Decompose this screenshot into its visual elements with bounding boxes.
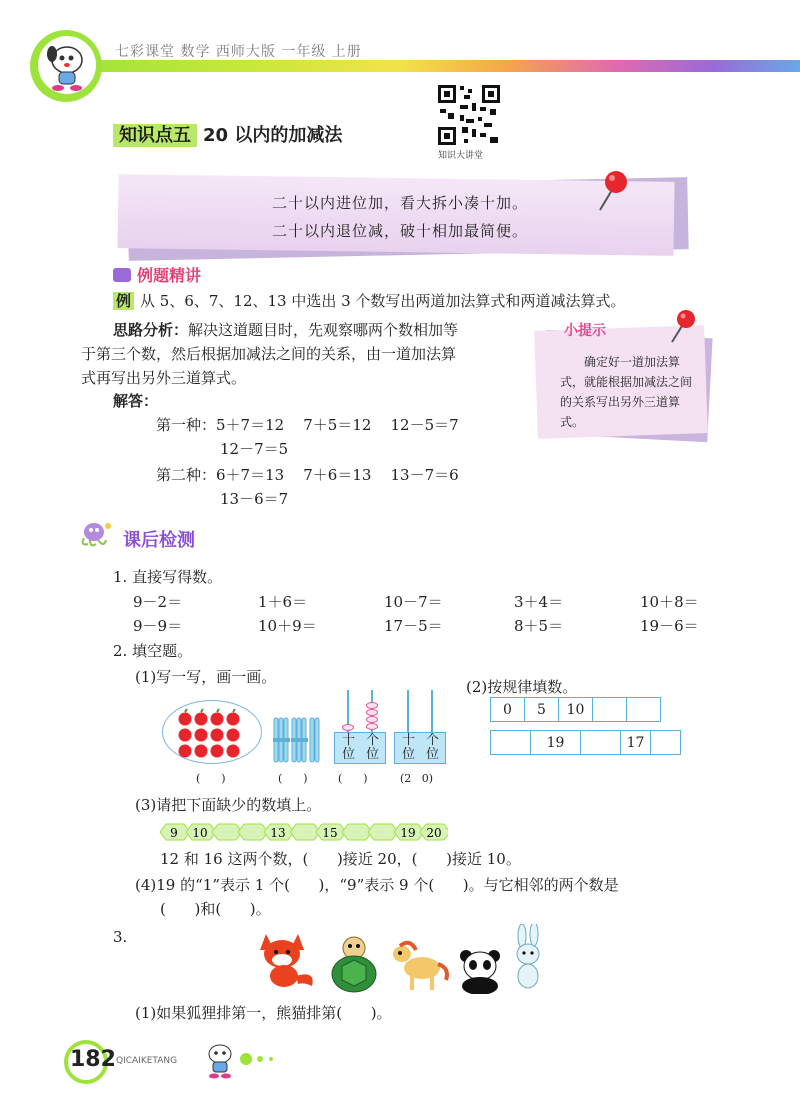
blank-abacus1[interactable]: ( ) [338, 772, 368, 785]
section-name: 20 以内的加减法 [203, 125, 343, 146]
svg-text:9: 9 [170, 826, 178, 840]
q1-row1-col5: 10＋8＝ [640, 593, 699, 611]
book-icon [113, 268, 131, 282]
qr-code-icon[interactable] [436, 83, 502, 147]
panda-icon [456, 946, 504, 998]
pattern1-cell: 0 [491, 698, 525, 722]
way1-row2: 12－7＝5 [220, 440, 289, 458]
abacus-2: 十 位 个 位 [394, 690, 446, 764]
svg-text:15: 15 [322, 826, 338, 840]
pattern2-blank[interactable] [491, 731, 531, 755]
octopus-mascot-icon [78, 520, 114, 550]
analysis-block [113, 318, 458, 342]
pattern1-cell: 10 [559, 698, 593, 722]
blank-apples[interactable]: ( ) [196, 772, 226, 785]
page-number: 182 [70, 1047, 116, 1072]
q1-row1-col3: 10－7＝ [384, 593, 443, 611]
pattern2-cell: 17 [621, 731, 651, 755]
horse-icon [388, 938, 452, 998]
example-heading: 例题精讲 [113, 263, 201, 286]
q2-1-title: (1)写一写，画一画。 [135, 668, 277, 686]
example-badge: 例 [113, 292, 134, 310]
q1-title: 1. 直接写得数。 [113, 568, 223, 586]
q1-row1-col4: 3＋4＝ [514, 593, 564, 611]
analysis-line-3: 式再写出另外三道算式。 [81, 369, 247, 387]
abacus1-ones: 个 [366, 733, 380, 748]
rhyme-line-1: 二十以内进位加，看大拆小凑十加。 [271, 194, 528, 212]
q1-row2-col4: 8＋5＝ [514, 617, 564, 635]
q3-1: (1)如果狐狸排第一，熊猫排第( )。 [135, 1004, 392, 1022]
q1-row2-col3: 17－5＝ [384, 617, 443, 635]
q2-title: 2. 填空题。 [113, 642, 193, 660]
way1-row1: 第一种：5＋7＝12 7＋5＝12 12－5＝7 [156, 416, 459, 434]
q2-4-line2: ( )和( )。 [160, 900, 271, 918]
q1-row1-col1: 9－2＝ [133, 593, 183, 611]
pattern-table-1 [490, 697, 661, 722]
way2-row2: 13－6＝7 [220, 490, 289, 508]
pattern1-cell: 5 [525, 698, 559, 722]
dog-mascot-icon [38, 36, 96, 94]
turtle-icon [326, 936, 382, 998]
analysis-line-2: 于第三个数，然后根据加减法之间的关系，由一道加法算 [81, 345, 457, 363]
abacus1-tens: 十 [342, 733, 356, 748]
q2-2-title: (2)按规律填数。 [466, 678, 578, 696]
analysis-line-1: 解决这道题目时，先观察哪两个数相加等 [188, 321, 459, 339]
answer-label: 解答： [113, 392, 159, 410]
tip-text: 确定好一道加法算式，就能根据加减法之间的关系写出另外三道算式。 [560, 355, 693, 429]
analysis-label: 思路分析： [113, 321, 189, 339]
tip-title: 小提示 [564, 323, 606, 339]
tip-pushpin-icon [664, 306, 700, 350]
pattern-table-2 [490, 730, 681, 755]
section-title [113, 121, 342, 147]
example-question: 例 从 5、6、7、12、13 中选出 3 个数写出两道加法算式和两道减法算式。 [113, 290, 673, 311]
svg-text:19: 19 [400, 826, 416, 840]
pattern1-blank[interactable] [627, 698, 661, 722]
rhyme-line-2: 二十以内退位减，破十相加最简便。 [271, 222, 528, 240]
stick-bundles [272, 716, 320, 764]
rabbit-icon [508, 924, 548, 994]
number-line-cell [420, 824, 448, 840]
apple-group [162, 700, 262, 764]
q1-row2-col5: 19－6＝ [640, 617, 699, 635]
footer-dots [240, 1052, 280, 1070]
q2-3-text: 12 和 16 这两个数，( )接近 20，( )接近 10。 [160, 850, 521, 868]
q2-3-title: (3)请把下面缺少的数填上。 [135, 796, 322, 814]
abacus-1: 十 位 个 位 [334, 690, 386, 764]
footer-mascot-icon [200, 1040, 240, 1084]
pattern2-blank[interactable] [581, 731, 621, 755]
footer-brand: QICAIKETANG [116, 1056, 178, 1066]
pushpin-icon [588, 166, 632, 218]
q2-4-line1: (4)19 的“1”表示 1 个( )，“9”表示 9 个( )。与它相邻的两个数是 [135, 876, 619, 894]
q1-row2-col2: 10＋9＝ [258, 617, 317, 635]
abacus2-tens: 十 [402, 733, 416, 748]
abacus2-ones: 个 [426, 733, 440, 748]
pattern1-blank[interactable] [593, 698, 627, 722]
pattern2-cell: 19 [531, 731, 581, 755]
blank-sticks[interactable]: ( ) [278, 772, 308, 785]
abacus2-answer: (2 0) [400, 772, 434, 785]
fox-icon [256, 930, 318, 994]
q1-row2-col1: 9－9＝ [133, 617, 183, 635]
q1-row1-col2: 1＋6＝ [258, 593, 308, 611]
practice-heading: 课后检测 [123, 530, 195, 551]
qr-caption: 知识大讲堂 [438, 151, 484, 161]
header-title: 七彩课堂 数学 西师大版 一年级 上册 [115, 44, 362, 60]
svg-text:10: 10 [192, 826, 208, 840]
q3-title: 3. [113, 928, 128, 946]
section-label: 知识点五 [113, 124, 197, 147]
way2-row1: 第二种：6＋7＝13 7＋6＝13 13－7＝6 [156, 466, 459, 484]
pattern2-blank[interactable] [651, 731, 681, 755]
svg-text:20: 20 [426, 826, 442, 840]
number-line [158, 822, 448, 842]
svg-text:13: 13 [270, 826, 286, 840]
header-rainbow-bar [70, 60, 800, 72]
